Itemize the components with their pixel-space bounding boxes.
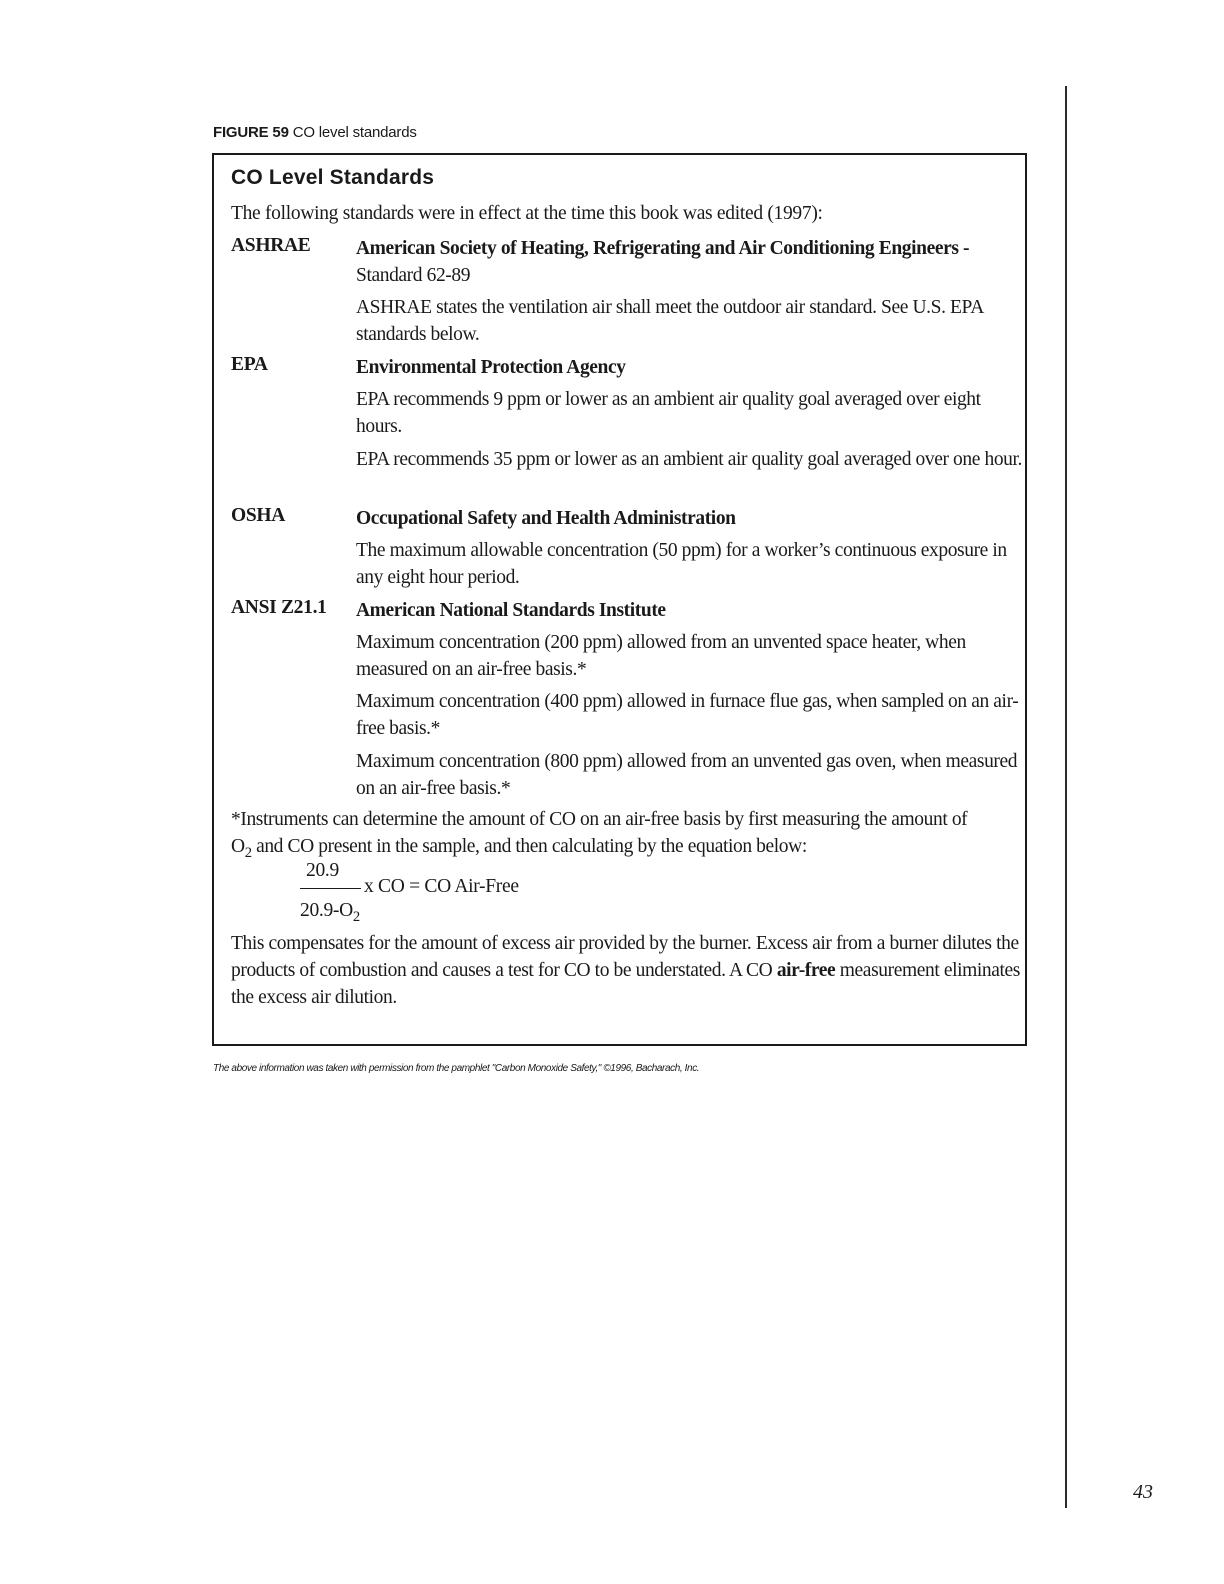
standard-paragraph-ansi-3: Maximum concentration (800 ppm) allowed from an unvented gas oven, when measured on an air-free basis.*	[356, 751, 1018, 799]
box-title: CO Level Standards	[231, 166, 435, 189]
standard-abbr-epa: EPA	[231, 354, 268, 375]
standard-name-epa: Environmental Protection Agency	[356, 357, 626, 378]
source-note: The above information was taken with permission from the pamphlet "Carbon Monoxide Safety," ©1996, Bacharach, Inc.	[213, 1063, 700, 1074]
standard-paragraph-ashrae-1: ASHRAE states the ventilation air shall meet the outdoor air standard. See U.S. EPA standards below.	[356, 297, 983, 345]
standard-name-ashrae	[356, 235, 1026, 289]
footnote-line-2-rest: and CO present in the sample, and then calculating by the equation below:	[251, 836, 807, 857]
closing-text-end: measurement eliminates the excess air dilution.	[231, 960, 1020, 1008]
standard-paragraph-epa-2: EPA recommends 35 ppm or lower as an ambient air quality goal averaged over one hour.	[356, 449, 1023, 470]
figure-caption	[213, 124, 417, 141]
footnote	[231, 806, 1021, 860]
equation-denominator-subscript: 2	[352, 909, 360, 926]
closing-text: This compensates for the amount of excess air provided by the burner. Excess air from a burner dilutes the products of combustion and causes a test for CO to be understated. A CO	[231, 933, 1019, 981]
footnote-o-subscript: 2	[244, 845, 252, 862]
equation-fraction-bar	[300, 888, 361, 889]
equation-numerator: 20.9	[306, 860, 339, 881]
closing-paragraph	[231, 930, 1021, 1011]
page-number: 43	[1133, 1481, 1153, 1503]
standard-name-ansi: American National Standards Institute	[356, 600, 666, 621]
equation-denominator	[300, 900, 360, 926]
standard-abbr-ansi: ANSI Z21.1	[231, 597, 327, 618]
footnote-line-2	[231, 833, 1021, 860]
closing-bold-term: air-free	[776, 960, 836, 981]
standard-paragraph-osha-1: The maximum allowable concentration (50 ppm) for a worker’s continuous exposure in any eight hour period.	[356, 540, 1007, 588]
standard-name-ashrae-text: American Society of Heating, Refrigerating and Air Conditioning Engineers -	[356, 238, 970, 259]
intro-text: The following standards were in effect at the time this book was edited (1997):	[231, 203, 823, 224]
footnote-line-1: *Instruments can determine the amount of CO on an air-free basis by first measuring the amount of	[231, 809, 968, 830]
standard-name-osha: Occupational Safety and Health Administration	[356, 508, 736, 529]
figure-caption-text: CO level standards	[288, 124, 417, 141]
figure-label: FIGURE 59	[213, 124, 289, 141]
footnote-o: O	[231, 836, 245, 857]
standard-subtitle-ashrae: Standard 62-89	[356, 265, 471, 286]
equation-denominator-text: 20.9-O	[300, 900, 353, 921]
standard-abbr-ashrae: ASHRAE	[231, 235, 311, 256]
standard-abbr-osha: OSHA	[231, 505, 286, 526]
standard-paragraph-ansi-2: Maximum concentration (400 ppm) allowed in furnace flue gas, when sampled on an air-free basis.*	[356, 691, 1019, 739]
margin-rule	[1065, 86, 1067, 1508]
standard-paragraph-epa-1: EPA recommends 9 ppm or lower as an ambient air quality goal averaged over eight hours.	[356, 389, 981, 437]
equation-rhs: x CO = CO Air-Free	[364, 876, 519, 897]
standard-paragraph-ansi-1: Maximum concentration (200 ppm) allowed from an unvented space heater, when measured on an air-free basis.*	[356, 632, 966, 680]
